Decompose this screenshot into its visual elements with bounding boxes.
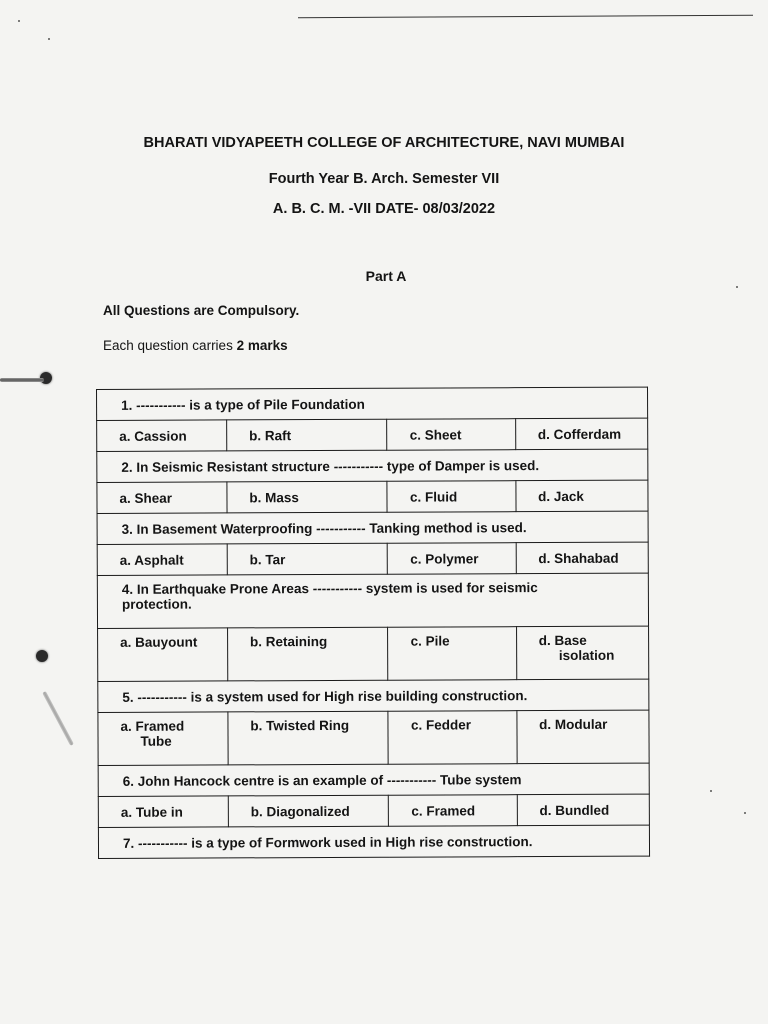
option-d [516, 626, 649, 680]
option-c: c. Polymer [388, 543, 516, 575]
option-b: b. Raft [226, 419, 387, 451]
option-b: b. Twisted Ring [228, 711, 389, 765]
question-row-1 [97, 387, 648, 420]
option-d-line2: isolation [558, 647, 615, 663]
paper-speck [48, 38, 50, 40]
question-row-2 [97, 449, 648, 482]
paper-speck [710, 790, 712, 792]
option-c: c. Pile [388, 627, 516, 681]
exam-date: A. B. C. M. -VII DATE- 08/03/2022 [272, 201, 496, 217]
binder-pin-top [0, 378, 44, 382]
paper-speck [18, 20, 20, 22]
option-a: a. Tube in [98, 796, 228, 828]
options-row-6 [98, 794, 649, 827]
paper-speck [736, 286, 738, 288]
option-d: d. Cofferdam [515, 418, 647, 450]
options-row-1 [97, 418, 648, 451]
top-rule-line [298, 15, 753, 18]
paper-speck [744, 812, 746, 814]
option-b: b. Retaining [227, 627, 388, 681]
question-text: 3. In Basement Waterproofing ----------- Tanking method is used. [97, 511, 648, 544]
instruction-marks: Each question carries 2 marks [103, 338, 288, 353]
questions-table [96, 387, 650, 859]
question-row-3 [97, 511, 648, 544]
question-row-7 [98, 825, 649, 858]
question-row-5 [98, 679, 649, 712]
options-row-4 [98, 626, 649, 681]
year-semester: Fourth Year B. Arch. Semester VII [268, 171, 500, 187]
question-text: 1. ----------- is a type of Pile Foundation [97, 387, 648, 420]
option-a: a. Asphalt [97, 544, 227, 576]
option-b: b. Mass [227, 481, 388, 513]
option-c: c. Framed [389, 795, 517, 827]
binder-hole-bottom [36, 650, 48, 662]
question-text: 4. In Earthquake Prone Areas ----------- system is used for seismic protection. [97, 573, 648, 628]
option-a: a. Bauyount [98, 628, 228, 682]
options-row-3 [97, 542, 648, 575]
options-row-2 [97, 480, 648, 513]
question-text: 2. In Seismic Resistant structure ----------- type of Damper is used. [97, 449, 648, 482]
question-text: 6. John Hancock centre is an example of ----------- Tube system [98, 763, 649, 796]
college-title: BHARATI VIDYAPEETH COLLEGE OF ARCHITECTURE, NAVI MUMBAI [143, 135, 625, 151]
option-c: c. Fedder [388, 711, 516, 765]
option-a-line1: a. Framed [120, 718, 185, 734]
option-d: d. Shahabad [516, 542, 648, 574]
option-a: a. Shear [97, 482, 227, 514]
question-row-4 [97, 573, 648, 628]
option-d-line1: d. Base [538, 632, 587, 649]
option-b: b. Diagonalized [228, 795, 389, 827]
question-text: 7. ----------- is a type of Formwork used in High rise construction. [98, 825, 649, 858]
option-d: d. Jack [516, 480, 648, 512]
option-c: c. Sheet [387, 419, 515, 451]
option-a [98, 712, 228, 766]
option-b: b. Tar [227, 543, 388, 575]
option-a-line2: Tube [140, 733, 172, 749]
part-heading: Part A [365, 268, 407, 284]
option-d: d. Modular [517, 710, 650, 764]
question-text: 5. ----------- is a system used for High rise building construction. [98, 679, 649, 712]
option-c: c. Fluid [387, 481, 515, 513]
instruction-compulsory: All Questions are Compulsory. [103, 303, 300, 318]
options-row-5 [98, 710, 649, 765]
option-d: d. Bundled [517, 794, 649, 826]
option-a: a. Cassion [97, 420, 227, 452]
binder-pin-bottom [42, 691, 74, 746]
question-row-6 [98, 763, 649, 796]
